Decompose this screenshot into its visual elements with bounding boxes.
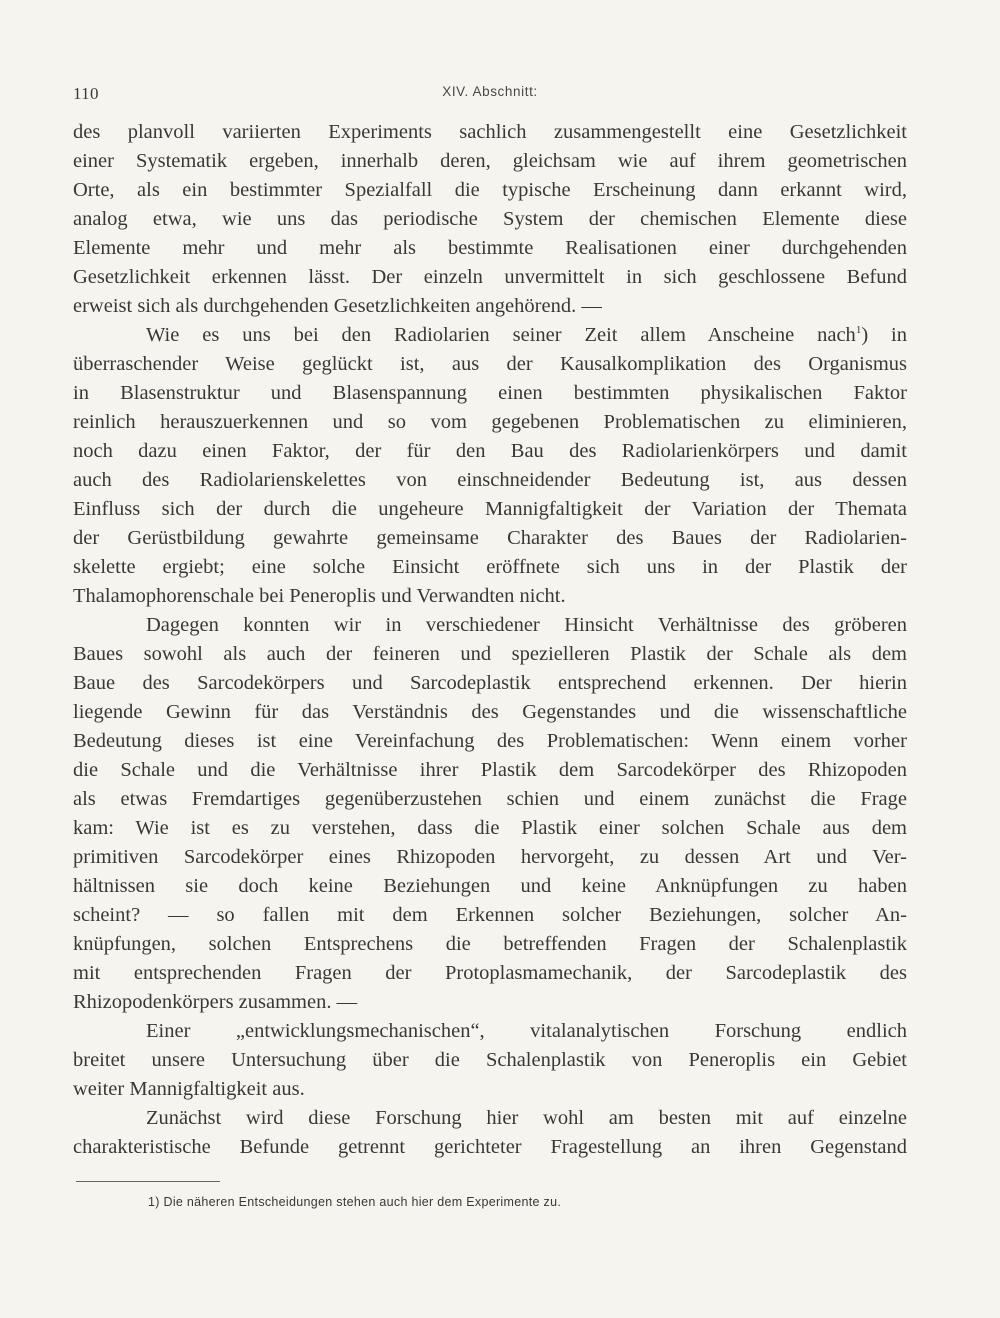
footnote-reference: 1 — [855, 324, 862, 337]
text-line: der Gerüstbildung gewahrte gemeinsame Charakter des Baues der Radiolarien- — [73, 527, 907, 549]
text-line-with-footnote-ref — [73, 321, 907, 350]
page-number: 110 — [73, 84, 99, 103]
text-line: kam: Wie ist es zu verstehen, dass die Plastik einer solchen Schale aus dem — [73, 817, 907, 839]
text-line: Gesetzlichkeit erkennen lässt. Der einzeln unvermittelt in sich geschlossene Befund — [73, 266, 907, 288]
text-line: Zunächst wird diese Forschung hier wohl am besten mit auf einzelne — [146, 1107, 907, 1129]
text-line: Einfluss sich der durch die ungeheure Mannigfaltigkeit der Variation der Themata — [73, 498, 907, 520]
text-line: auch des Radiolarienskelettes von einschneidender Bedeutung ist, aus dessen — [73, 469, 907, 491]
footnote-divider — [76, 1181, 220, 1182]
text-line: noch dazu einen Faktor, der für den Bau des Radiolarienkörpers und damit — [73, 440, 907, 462]
text-line: Baues sowohl als auch der feineren und spezielleren Plastik der Schale als dem — [73, 643, 907, 665]
text-line: als etwas Fremdartiges gegenüberzustehen schien und einem zunächst die Frage — [73, 788, 907, 810]
text-line: Bedeutung dieses ist eine Vereinfachung des Problematischen: Wenn einem vorher — [73, 730, 907, 752]
text-line: in Blasenstruktur und Blasenspannung einen bestimmten physikalischen Faktor — [73, 382, 907, 404]
text-line: Rhizopodenkörpers zusammen. — — [73, 991, 358, 1013]
text-segment: Wie es uns bei den Radiolarien seiner Zeit allem Anscheine nach — [146, 324, 856, 346]
text-line: reinlich herauszuerkennen und so vom gegebenen Problematischen zu eliminieren, — [73, 411, 907, 433]
text-line: die Schale und die Verhältnisse ihrer Plastik dem Sarcodekörper des Rhizopoden — [73, 759, 907, 781]
text-line: mit entsprechenden Fragen der Protoplasmamechanik, der Sarcodeplastik des — [73, 962, 907, 984]
text-line: weiter Mannigfaltigkeit aus. — [73, 1078, 305, 1100]
text-line: charakteristische Befunde getrennt gerichteter Fragestellung an ihren Gegenstand — [73, 1136, 907, 1158]
page-header — [73, 84, 907, 108]
text-line: skelette ergiebt; eine solche Einsicht eröffnete sich uns in der Plastik der — [73, 556, 907, 578]
footnote: 1) Die näheren Entscheidungen stehen auch hier dem Experimente zu. — [148, 1195, 562, 1209]
text-line: einer Systematik ergeben, innerhalb deren, gleichsam wie auf ihrem geometrischen — [73, 150, 907, 172]
body-text — [73, 118, 907, 1162]
text-line: liegende Gewinn für das Verständnis des Gegenstandes und die wissenschaftliche — [73, 701, 907, 723]
text-line: des planvoll variierten Experiments sachlich zusammengestellt eine Gesetzlichkeit — [73, 121, 907, 143]
text-line: Orte, als ein bestimmter Spezialfall die typische Erscheinung dann erkannt wird, — [73, 179, 907, 201]
text-line: analog etwa, wie uns das periodische System der chemischen Elemente diese — [73, 208, 907, 230]
text-line: überraschender Weise geglückt ist, aus der Kausalkomplikation des Organismus — [73, 353, 907, 375]
running-head: XIV. Abschnitt: — [442, 84, 538, 99]
text-line: Einer „entwicklungsmechanischen“, vitalanalytischen Forschung endlich — [146, 1020, 907, 1042]
text-line: hältnissen sie doch keine Beziehungen und keine Anknüpfungen zu haben — [73, 875, 907, 897]
text-line: primitiven Sarcodekörper eines Rhizopoden hervorgeht, zu dessen Art und Ver- — [73, 846, 907, 868]
text-line: Thalamophorenschale bei Peneroplis und Verwandten nicht. — [73, 585, 566, 607]
text-line: breitet unsere Untersuchung über die Schalenplastik von Peneroplis ein Gebiet — [73, 1049, 907, 1071]
text-line: Elemente mehr und mehr als bestimmte Realisationen einer durchgehenden — [73, 237, 907, 259]
text-segment: ) in — [861, 324, 907, 346]
text-line: Dagegen konnten wir in verschiedener Hinsicht Verhältnisse des gröberen — [146, 614, 907, 636]
text-line: scheint? — so fallen mit dem Erkennen solcher Beziehungen, solcher An- — [73, 904, 907, 926]
text-line: knüpfungen, solchen Entsprechens die betreffenden Fragen der Schalenplastik — [73, 933, 907, 955]
text-line: Baue des Sarcodekörpers und Sarcodeplastik entsprechend erkennen. Der hierin — [73, 672, 907, 694]
text-line: erweist sich als durchgehenden Gesetzlichkeiten angehörend. — — [73, 295, 602, 317]
